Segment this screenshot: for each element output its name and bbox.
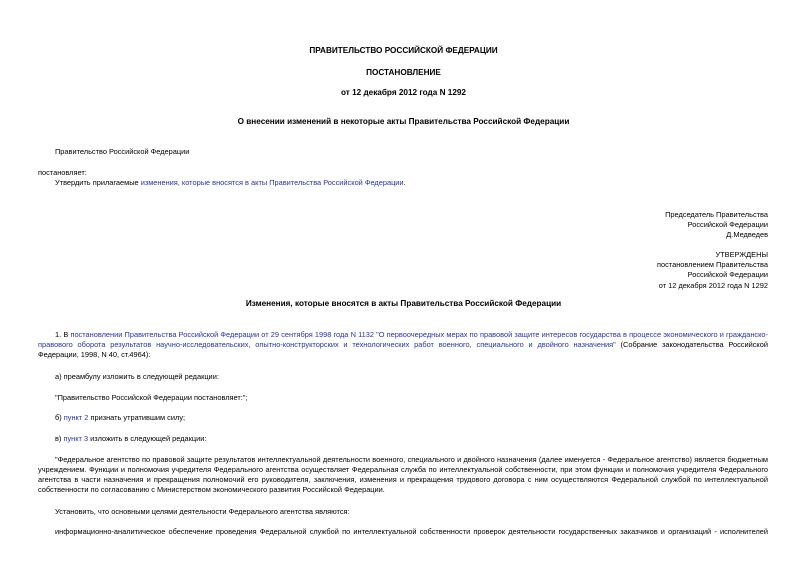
approve-paragraph bbox=[55, 178, 406, 187]
approve-prefix: Утвердить прилагаемые bbox=[55, 178, 141, 187]
sub-item-a: а) преамбулу изложить в следующей редакции: bbox=[55, 372, 219, 381]
preamble-government: Правительство Российской Федерации bbox=[55, 147, 190, 156]
sub-item-b bbox=[55, 413, 185, 422]
item-1-prefix: 1. В bbox=[55, 330, 71, 339]
approved-date-number: от 12 декабря 2012 года N 1292 bbox=[658, 281, 768, 290]
sub-item-a-quote: "Правительство Российской Федерации постановляет:"; bbox=[55, 393, 248, 402]
document-title: О внесении изменений в некоторые акты Правительства Российской Федерации bbox=[237, 117, 570, 126]
organization-heading: ПРАВИТЕЛЬСТВО РОССИЙСКОЙ ФЕДЕРАЦИИ bbox=[309, 46, 498, 55]
preamble-resolves: постановляет: bbox=[38, 168, 87, 177]
sub-item-c bbox=[55, 434, 206, 443]
sub-item-c-suffix: изложить в следующей редакции: bbox=[88, 434, 207, 443]
signature-country: Российской Федерации bbox=[687, 220, 768, 229]
sub-item-c-quote: "Федеральное агентство по правовой защите результатов интеллектуальной деятельности военного, специального и двойного назначения (далее именуется - Федеральное агентство) является бюджетным учреждением. Функции и полномочия учредителя Федерального агентства осуществляет Федеральная служба по интеллектуальной собственности, при этом функции и полномочия учредителя Федерального агентства в части назначения и прекращения полномочий его руководителя, заключения, изменения и прекращения трудового договора с ним осуществляются Федеральной службой по интеллектуальной собственности по согласованию с Министерством экономического развития Российской Федерации. bbox=[38, 455, 768, 494]
item-1-paragraph bbox=[38, 330, 768, 360]
document-type-heading: ПОСТАНОВЛЕНИЕ bbox=[366, 68, 441, 77]
sub-item-b-suffix: признать утратившим силу; bbox=[88, 413, 186, 422]
establish-paragraph: Установить, что основными целями деятельности Федерального агентства являются: bbox=[55, 507, 350, 516]
signature-position: Председатель Правительства bbox=[665, 210, 768, 219]
approve-suffix: . bbox=[403, 178, 406, 187]
item-1-suffix: (Собрание законодательства Российской Федерации, 1998, N 40, ст.4964): bbox=[38, 339, 768, 359]
document-date-number: от 12 декабря 2012 года N 1292 bbox=[341, 88, 466, 97]
resolution-1132-link[interactable]: постановлении Правительства Российской Федерации от 29 сентября 1998 года N 1132 "О первоочередных мерах по правовой защите интересов государства в процессе экономического и гражданско-правового оборота результатов научно-исследовательских, опытно-конструкторских и технологических работ военного, специального и двойного назначения" bbox=[38, 330, 769, 349]
changes-heading: Изменения, которые вносятся в акты Правительства Российской Федерации bbox=[245, 299, 562, 308]
approved-by-resolution: постановлением Правительства bbox=[657, 260, 768, 269]
approved-label: УТВЕРЖДЕНЫ bbox=[715, 250, 768, 259]
sub-item-c-prefix: в) bbox=[55, 434, 64, 443]
approved-country: Российской Федерации bbox=[687, 270, 768, 279]
signature-name: Д.Медведев bbox=[726, 230, 768, 239]
analytics-paragraph: информационно-аналитическое обеспечение проведения Федеральной службой по интеллектуальной собственности проверок деятельности государственных заказчиков и организаций - исполнителей bbox=[55, 527, 768, 536]
sub-item-b-prefix: б) bbox=[55, 413, 64, 422]
changes-link[interactable]: изменения, которые вносятся в акты Правительства Российской Федерации bbox=[140, 178, 404, 187]
point-3-link[interactable]: пункт 3 bbox=[63, 434, 89, 443]
point-2-link[interactable]: пункт 2 bbox=[63, 413, 89, 422]
